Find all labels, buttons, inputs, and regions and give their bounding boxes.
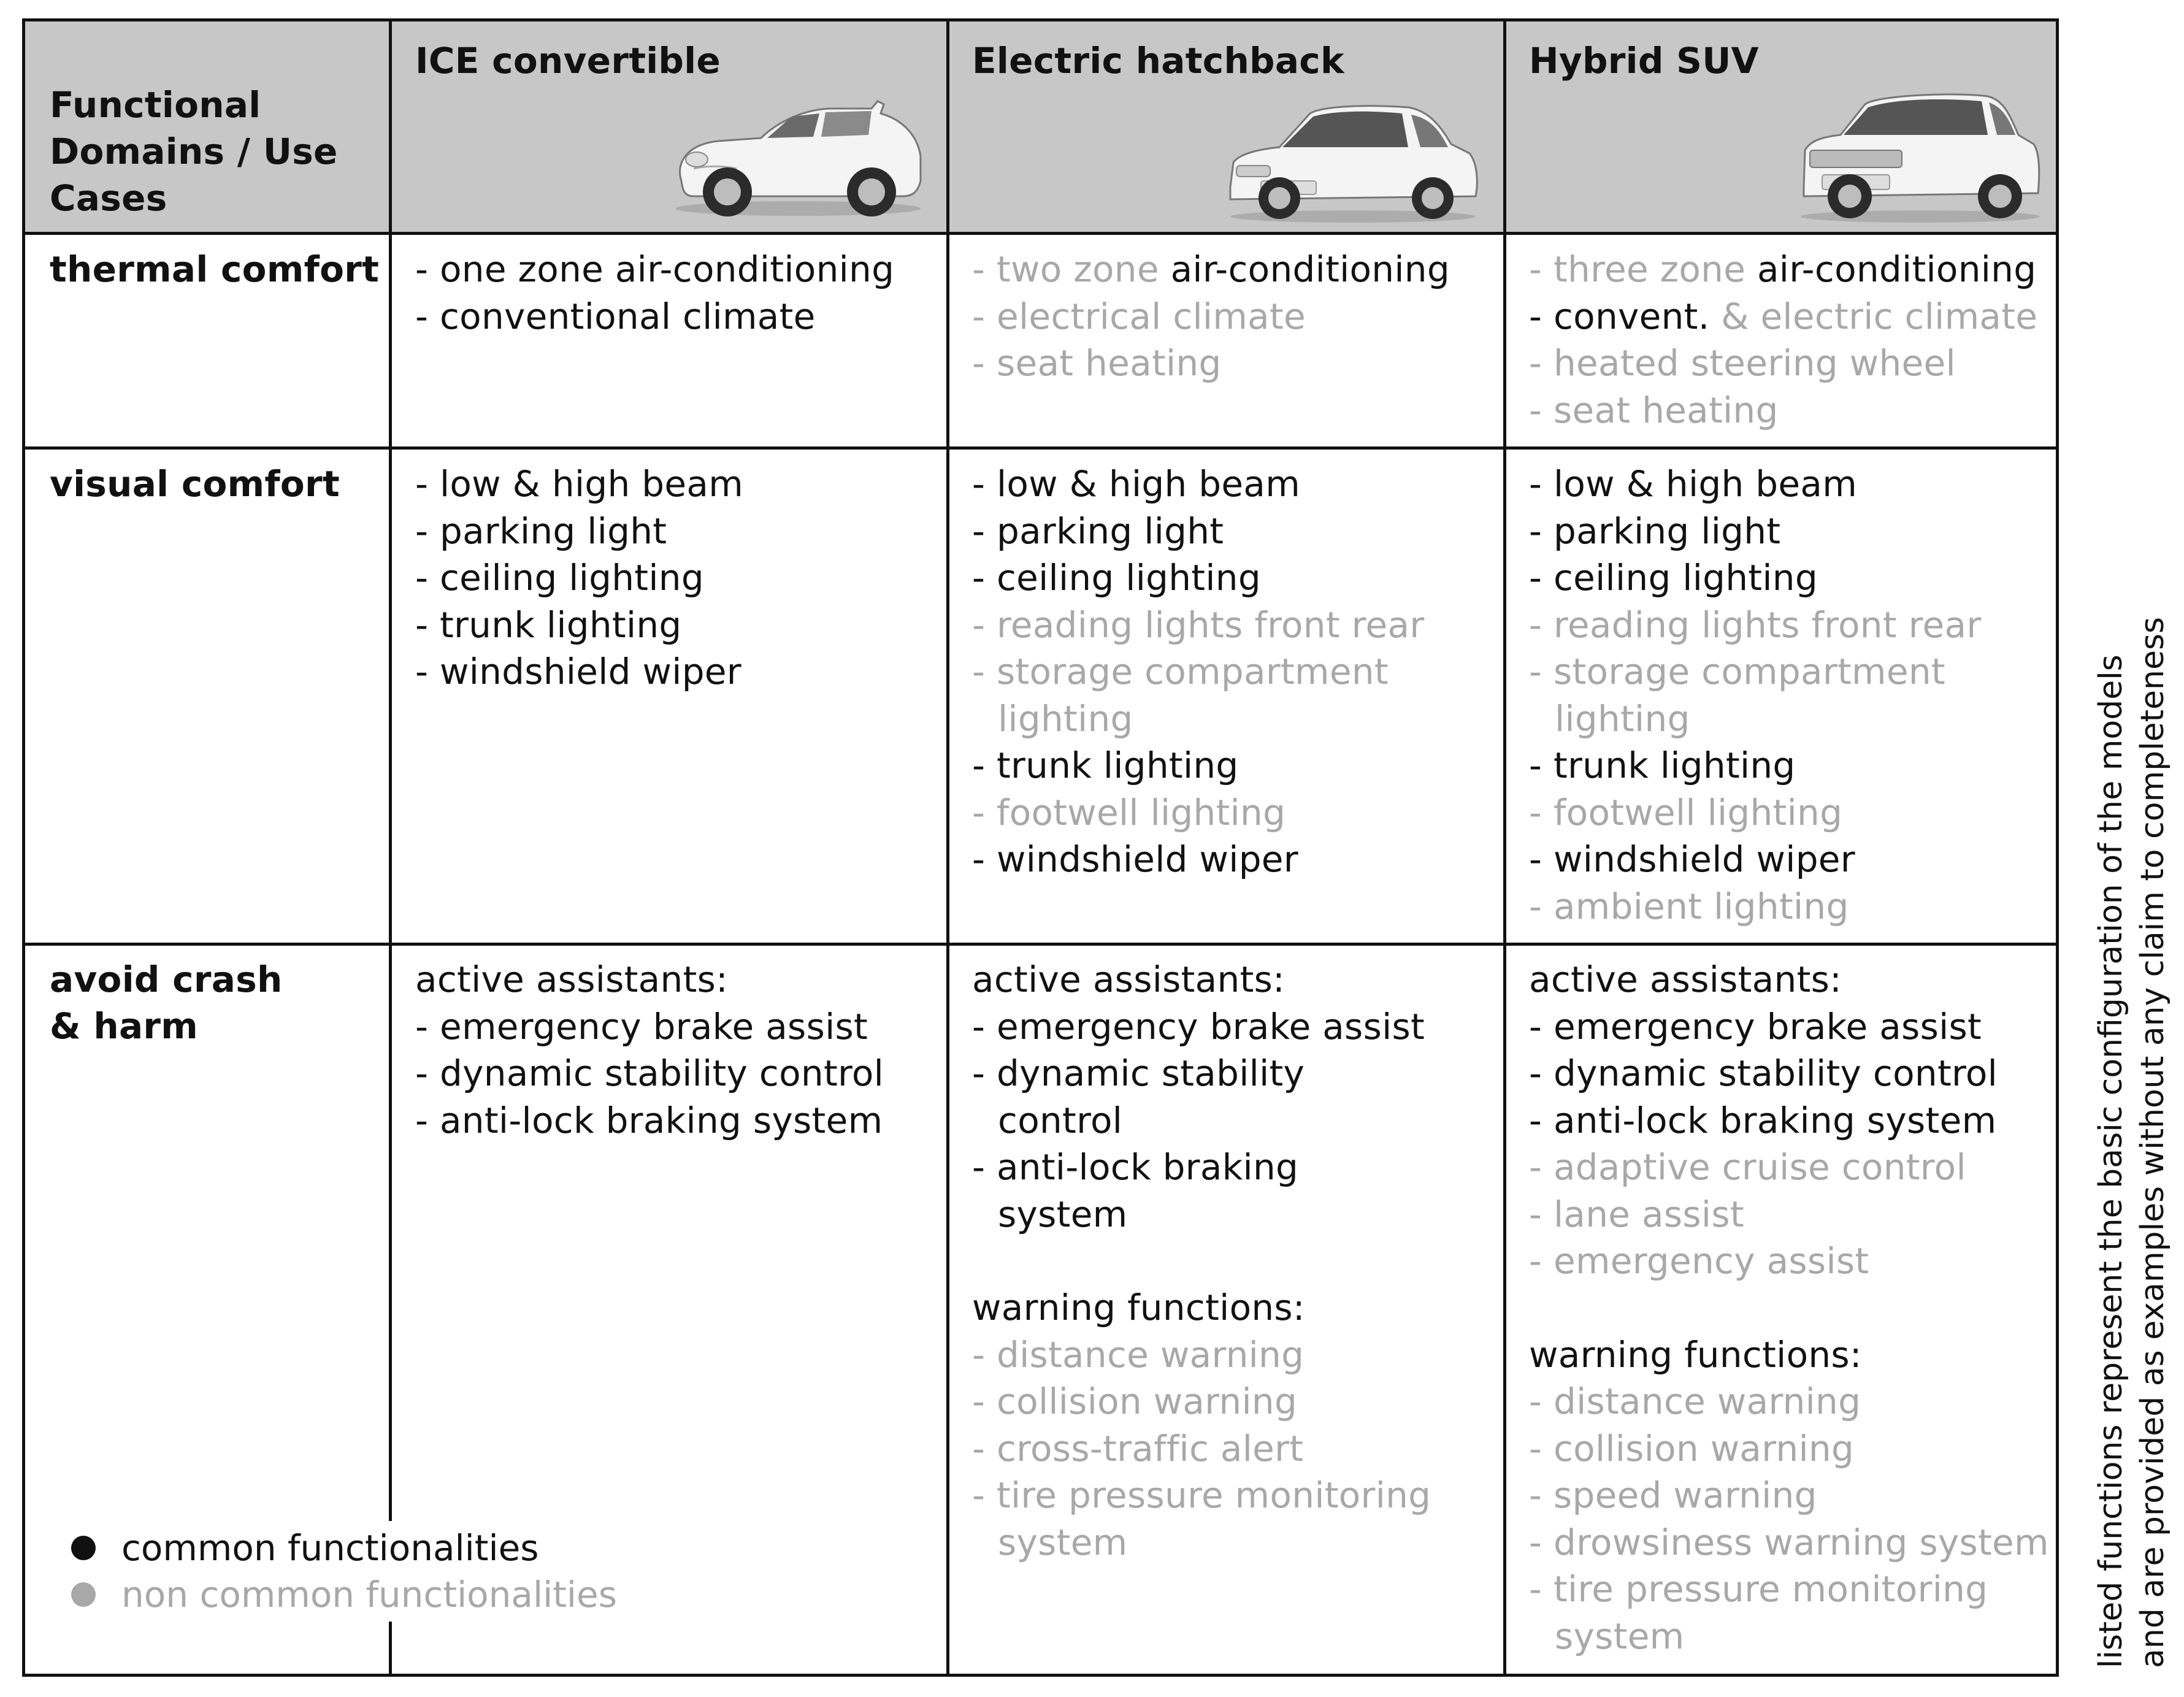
function-item xyxy=(1529,1378,2059,1425)
function-item xyxy=(1529,1144,2059,1191)
non-common-function-text: emergency assist xyxy=(1553,1240,1869,1282)
common-function-text: emergency brake assist xyxy=(1553,1005,1982,1048)
function-item xyxy=(1529,340,2059,387)
list-dash xyxy=(1529,1193,1554,1235)
list-dash xyxy=(1529,1146,1554,1188)
function-item xyxy=(415,648,943,695)
common-function-text: ceiling lighting xyxy=(439,557,704,599)
list-dash xyxy=(972,296,997,337)
non-common-function-text: three zone xyxy=(1553,248,1757,290)
row-label-avoid-crash-harm: avoid crash & harm xyxy=(50,959,283,1047)
function-list xyxy=(972,1331,1438,1566)
list-dash xyxy=(972,1006,997,1048)
active-assistants-heading: active assistants: xyxy=(415,959,728,1000)
list-dash xyxy=(1529,651,1554,692)
common-function-text: convent. xyxy=(1553,295,1722,337)
list-dash xyxy=(1529,838,1554,880)
row-divider xyxy=(25,943,2056,946)
convertible-car-icon xyxy=(669,83,927,218)
list-dash xyxy=(972,1052,997,1094)
non-common-function-text: reading lights front rear xyxy=(996,603,1425,646)
function-item xyxy=(1529,742,1995,789)
function-list xyxy=(1529,246,2059,434)
common-function-text: ceiling lighting xyxy=(1553,557,1818,599)
list-dash xyxy=(972,1146,997,1188)
function-item xyxy=(1529,1472,2059,1519)
function-item xyxy=(1529,461,1995,508)
active-assistants-heading: active assistants: xyxy=(972,959,1285,1000)
legend-label-common: common functionalities xyxy=(121,1527,539,1569)
non-common-function-text: distance warning xyxy=(1553,1381,1861,1422)
list-dash xyxy=(415,651,440,692)
non-common-function-text: storage compartment lighting xyxy=(1553,651,1945,740)
non-common-function-text: tire pressure monitoring system xyxy=(996,1474,1431,1563)
list-dash xyxy=(415,248,440,290)
function-item xyxy=(972,1331,1438,1379)
function-list xyxy=(972,461,1438,883)
cell-crash-electric xyxy=(972,956,1438,1566)
function-item xyxy=(972,602,1438,649)
common-function-text: windshield wiper xyxy=(1553,838,1855,880)
column-title-ice: ICE convertible xyxy=(415,40,721,82)
non-common-function-text: drowsiness warning system xyxy=(1553,1521,2049,1563)
corner-label: Functional Domains / Use Cases xyxy=(50,84,338,219)
list-dash xyxy=(415,557,440,599)
function-list xyxy=(415,1003,943,1144)
list-dash xyxy=(1529,604,1554,646)
warning-functions-heading: warning functions: xyxy=(972,1287,1305,1328)
non-common-function-text: distance warning xyxy=(996,1333,1305,1376)
cell-crash-hybrid xyxy=(1529,956,2059,1660)
non-common-function-text: seat heating xyxy=(996,342,1222,384)
legend-item-common xyxy=(71,1525,617,1571)
non-common-function-text: adaptive cruise control xyxy=(1553,1146,1966,1188)
function-item xyxy=(1529,883,1995,930)
function-item xyxy=(972,1144,1438,1238)
function-item xyxy=(1529,293,2059,340)
gray-dot-icon xyxy=(71,1582,96,1607)
non-common-function-text: collision warning xyxy=(1553,1427,1855,1469)
common-function-text: dynamic stability control xyxy=(439,1052,884,1094)
function-item xyxy=(972,789,1438,837)
function-item xyxy=(972,293,1500,340)
common-function-text: parking light xyxy=(1553,510,1781,552)
function-item xyxy=(1529,648,1995,742)
function-item xyxy=(1529,1519,2059,1566)
function-item xyxy=(415,1050,943,1097)
non-common-function-text: lane assist xyxy=(1553,1193,1744,1235)
function-item xyxy=(972,836,1438,883)
list-dash xyxy=(1529,1052,1554,1094)
list-dash xyxy=(972,248,997,290)
legend-item-non-common xyxy=(71,1571,617,1618)
column-title-hybrid: Hybrid SUV xyxy=(1529,40,1759,82)
list-dash xyxy=(972,604,997,646)
common-function-text: anti-lock braking system xyxy=(1553,1099,1997,1141)
common-function-text: windshield wiper xyxy=(996,838,1298,880)
function-item xyxy=(1529,1050,2059,1097)
cell-visual-ice xyxy=(415,461,943,695)
row-label-visual-comfort: visual comfort xyxy=(50,463,340,505)
common-function-text: air-conditioning xyxy=(1757,248,2037,290)
function-list xyxy=(972,246,1500,387)
column-divider xyxy=(1503,21,1506,1674)
non-common-function-text: two zone xyxy=(996,248,1171,290)
function-item xyxy=(972,1472,1438,1566)
function-item xyxy=(415,1097,943,1144)
non-common-function-text: tire pressure monitoring system xyxy=(1553,1568,1988,1657)
list-dash xyxy=(1529,1428,1554,1469)
list-dash xyxy=(972,1428,997,1469)
function-item xyxy=(972,461,1438,508)
list-dash xyxy=(1529,296,1554,337)
cell-thermal-electric xyxy=(972,246,1500,387)
function-item xyxy=(1529,508,1995,555)
list-dash xyxy=(1529,1240,1554,1282)
function-item xyxy=(1529,836,1995,883)
list-dash xyxy=(1529,886,1554,927)
function-list xyxy=(1529,1003,2059,1285)
common-function-text: anti-lock braking system xyxy=(996,1146,1299,1235)
non-common-function-text: speed warning xyxy=(1553,1474,1817,1516)
list-dash xyxy=(972,342,997,384)
non-common-function-text: electrical climate xyxy=(996,295,1306,337)
function-item xyxy=(972,340,1500,387)
list-dash xyxy=(972,745,997,786)
function-item xyxy=(415,508,943,555)
non-common-function-text: cross-traffic alert xyxy=(996,1427,1304,1469)
function-list xyxy=(415,461,943,695)
function-item xyxy=(972,1378,1438,1425)
list-dash xyxy=(972,510,997,552)
common-function-text: dynamic stability control xyxy=(996,1052,1305,1141)
function-list xyxy=(972,1003,1438,1238)
list-dash xyxy=(1529,792,1554,833)
list-dash xyxy=(1529,463,1554,505)
black-dot-icon xyxy=(71,1536,96,1560)
list-dash xyxy=(1529,342,1554,384)
list-dash xyxy=(972,792,997,833)
row-divider xyxy=(25,446,2056,450)
common-function-text: trunk lighting xyxy=(996,745,1239,786)
cell-thermal-hybrid xyxy=(1529,246,2059,434)
function-item xyxy=(972,1003,1438,1051)
function-item xyxy=(972,648,1438,742)
functional-domains-table xyxy=(22,18,2059,1677)
function-item xyxy=(1529,789,1995,837)
common-function-text: conventional climate xyxy=(439,295,816,337)
function-item xyxy=(1529,1425,2059,1473)
list-dash xyxy=(1529,1568,1554,1610)
function-list xyxy=(415,246,943,340)
function-item xyxy=(1529,602,1995,649)
cell-visual-hybrid xyxy=(1529,461,1995,930)
function-item xyxy=(415,246,943,293)
list-dash xyxy=(1529,1474,1554,1516)
function-item xyxy=(972,554,1438,602)
common-function-text: ceiling lighting xyxy=(996,557,1261,599)
list-dash xyxy=(972,1334,997,1376)
function-item xyxy=(972,1425,1438,1473)
function-item xyxy=(415,554,943,602)
function-item xyxy=(1529,1566,2059,1660)
function-item xyxy=(415,1003,943,1051)
list-dash xyxy=(415,604,440,646)
suv-car-icon xyxy=(1798,83,2043,224)
common-function-text: anti-lock braking system xyxy=(439,1099,883,1141)
hatchback-car-icon xyxy=(1224,95,1482,224)
non-common-function-text: footwell lighting xyxy=(1553,791,1843,833)
list-dash xyxy=(415,1100,440,1141)
list-dash xyxy=(1529,389,1554,431)
side-note: listed functions represent the basic configuration of the models and are provided as examples without any claim to completeness xyxy=(2093,616,2171,1668)
list-dash xyxy=(1529,1100,1554,1141)
row-label-thermal-comfort: thermal comfort xyxy=(50,248,380,290)
cell-crash-ice xyxy=(415,956,943,1144)
common-function-text: windshield wiper xyxy=(439,651,741,692)
column-divider xyxy=(389,21,392,1674)
common-function-text: emergency brake assist xyxy=(996,1005,1425,1048)
common-function-text: trunk lighting xyxy=(1553,745,1796,786)
list-dash xyxy=(1529,1006,1554,1048)
list-dash xyxy=(415,510,440,552)
list-dash xyxy=(415,296,440,337)
active-assistants-heading: active assistants: xyxy=(1529,959,1842,1000)
row-divider xyxy=(25,232,2056,235)
list-dash xyxy=(1529,510,1554,552)
function-item xyxy=(1529,1191,2059,1238)
non-common-function-text: seat heating xyxy=(1553,389,1779,431)
function-item xyxy=(972,1050,1438,1144)
common-function-text: one zone air-conditioning xyxy=(439,248,895,290)
list-dash xyxy=(972,651,997,692)
function-item xyxy=(972,246,1500,293)
list-dash xyxy=(1529,1522,1554,1563)
function-list xyxy=(1529,1378,2059,1660)
legend xyxy=(59,1521,624,1622)
non-common-function-text: collision warning xyxy=(996,1381,1298,1422)
function-item xyxy=(1529,387,2059,434)
common-function-text: low & high beam xyxy=(996,463,1301,505)
list-dash xyxy=(1529,1381,1554,1422)
non-common-function-text: ambient lighting xyxy=(1553,885,1849,927)
non-common-function-text: heated steering wheel xyxy=(1553,342,1956,384)
common-function-text: low & high beam xyxy=(439,463,744,505)
list-dash xyxy=(1529,745,1554,786)
list-dash xyxy=(1529,557,1554,599)
common-function-text: parking light xyxy=(439,510,667,552)
list-dash xyxy=(972,838,997,880)
common-function-text: air-conditioning xyxy=(1170,248,1450,290)
function-item xyxy=(1529,1003,2059,1051)
list-dash xyxy=(415,1052,440,1094)
list-dash xyxy=(972,463,997,505)
list-dash xyxy=(415,463,440,505)
function-item xyxy=(972,742,1438,789)
list-dash xyxy=(972,557,997,599)
non-common-function-text: footwell lighting xyxy=(996,791,1286,833)
column-title-electric: Electric hatchback xyxy=(972,40,1344,82)
common-function-text: parking light xyxy=(996,510,1224,552)
common-function-text: emergency brake assist xyxy=(439,1005,868,1048)
legend-label-non-common: non common functionalities xyxy=(121,1574,617,1615)
non-common-function-text: & electric climate xyxy=(1721,295,2038,337)
common-function-text: dynamic stability control xyxy=(1553,1052,1998,1094)
list-dash xyxy=(1529,248,1554,290)
warning-functions-heading: warning functions: xyxy=(1529,1333,1862,1376)
function-item xyxy=(1529,554,1995,602)
list-dash xyxy=(415,1006,440,1048)
function-item xyxy=(972,508,1438,555)
function-item xyxy=(415,293,943,340)
function-item xyxy=(415,602,943,649)
list-dash xyxy=(972,1381,997,1422)
cell-thermal-ice xyxy=(415,246,943,340)
non-common-function-text: storage compartment lighting xyxy=(996,651,1389,740)
function-item xyxy=(1529,246,2059,293)
function-item xyxy=(1529,1097,2059,1144)
common-function-text: low & high beam xyxy=(1553,463,1858,505)
common-function-text: trunk lighting xyxy=(439,603,682,646)
list-dash xyxy=(972,1474,997,1516)
column-divider xyxy=(946,21,949,1674)
function-item xyxy=(1529,1238,2059,1285)
function-list xyxy=(1529,461,1995,930)
non-common-function-text: reading lights front rear xyxy=(1553,603,1982,646)
cell-visual-electric xyxy=(972,461,1438,883)
function-item xyxy=(415,461,943,508)
